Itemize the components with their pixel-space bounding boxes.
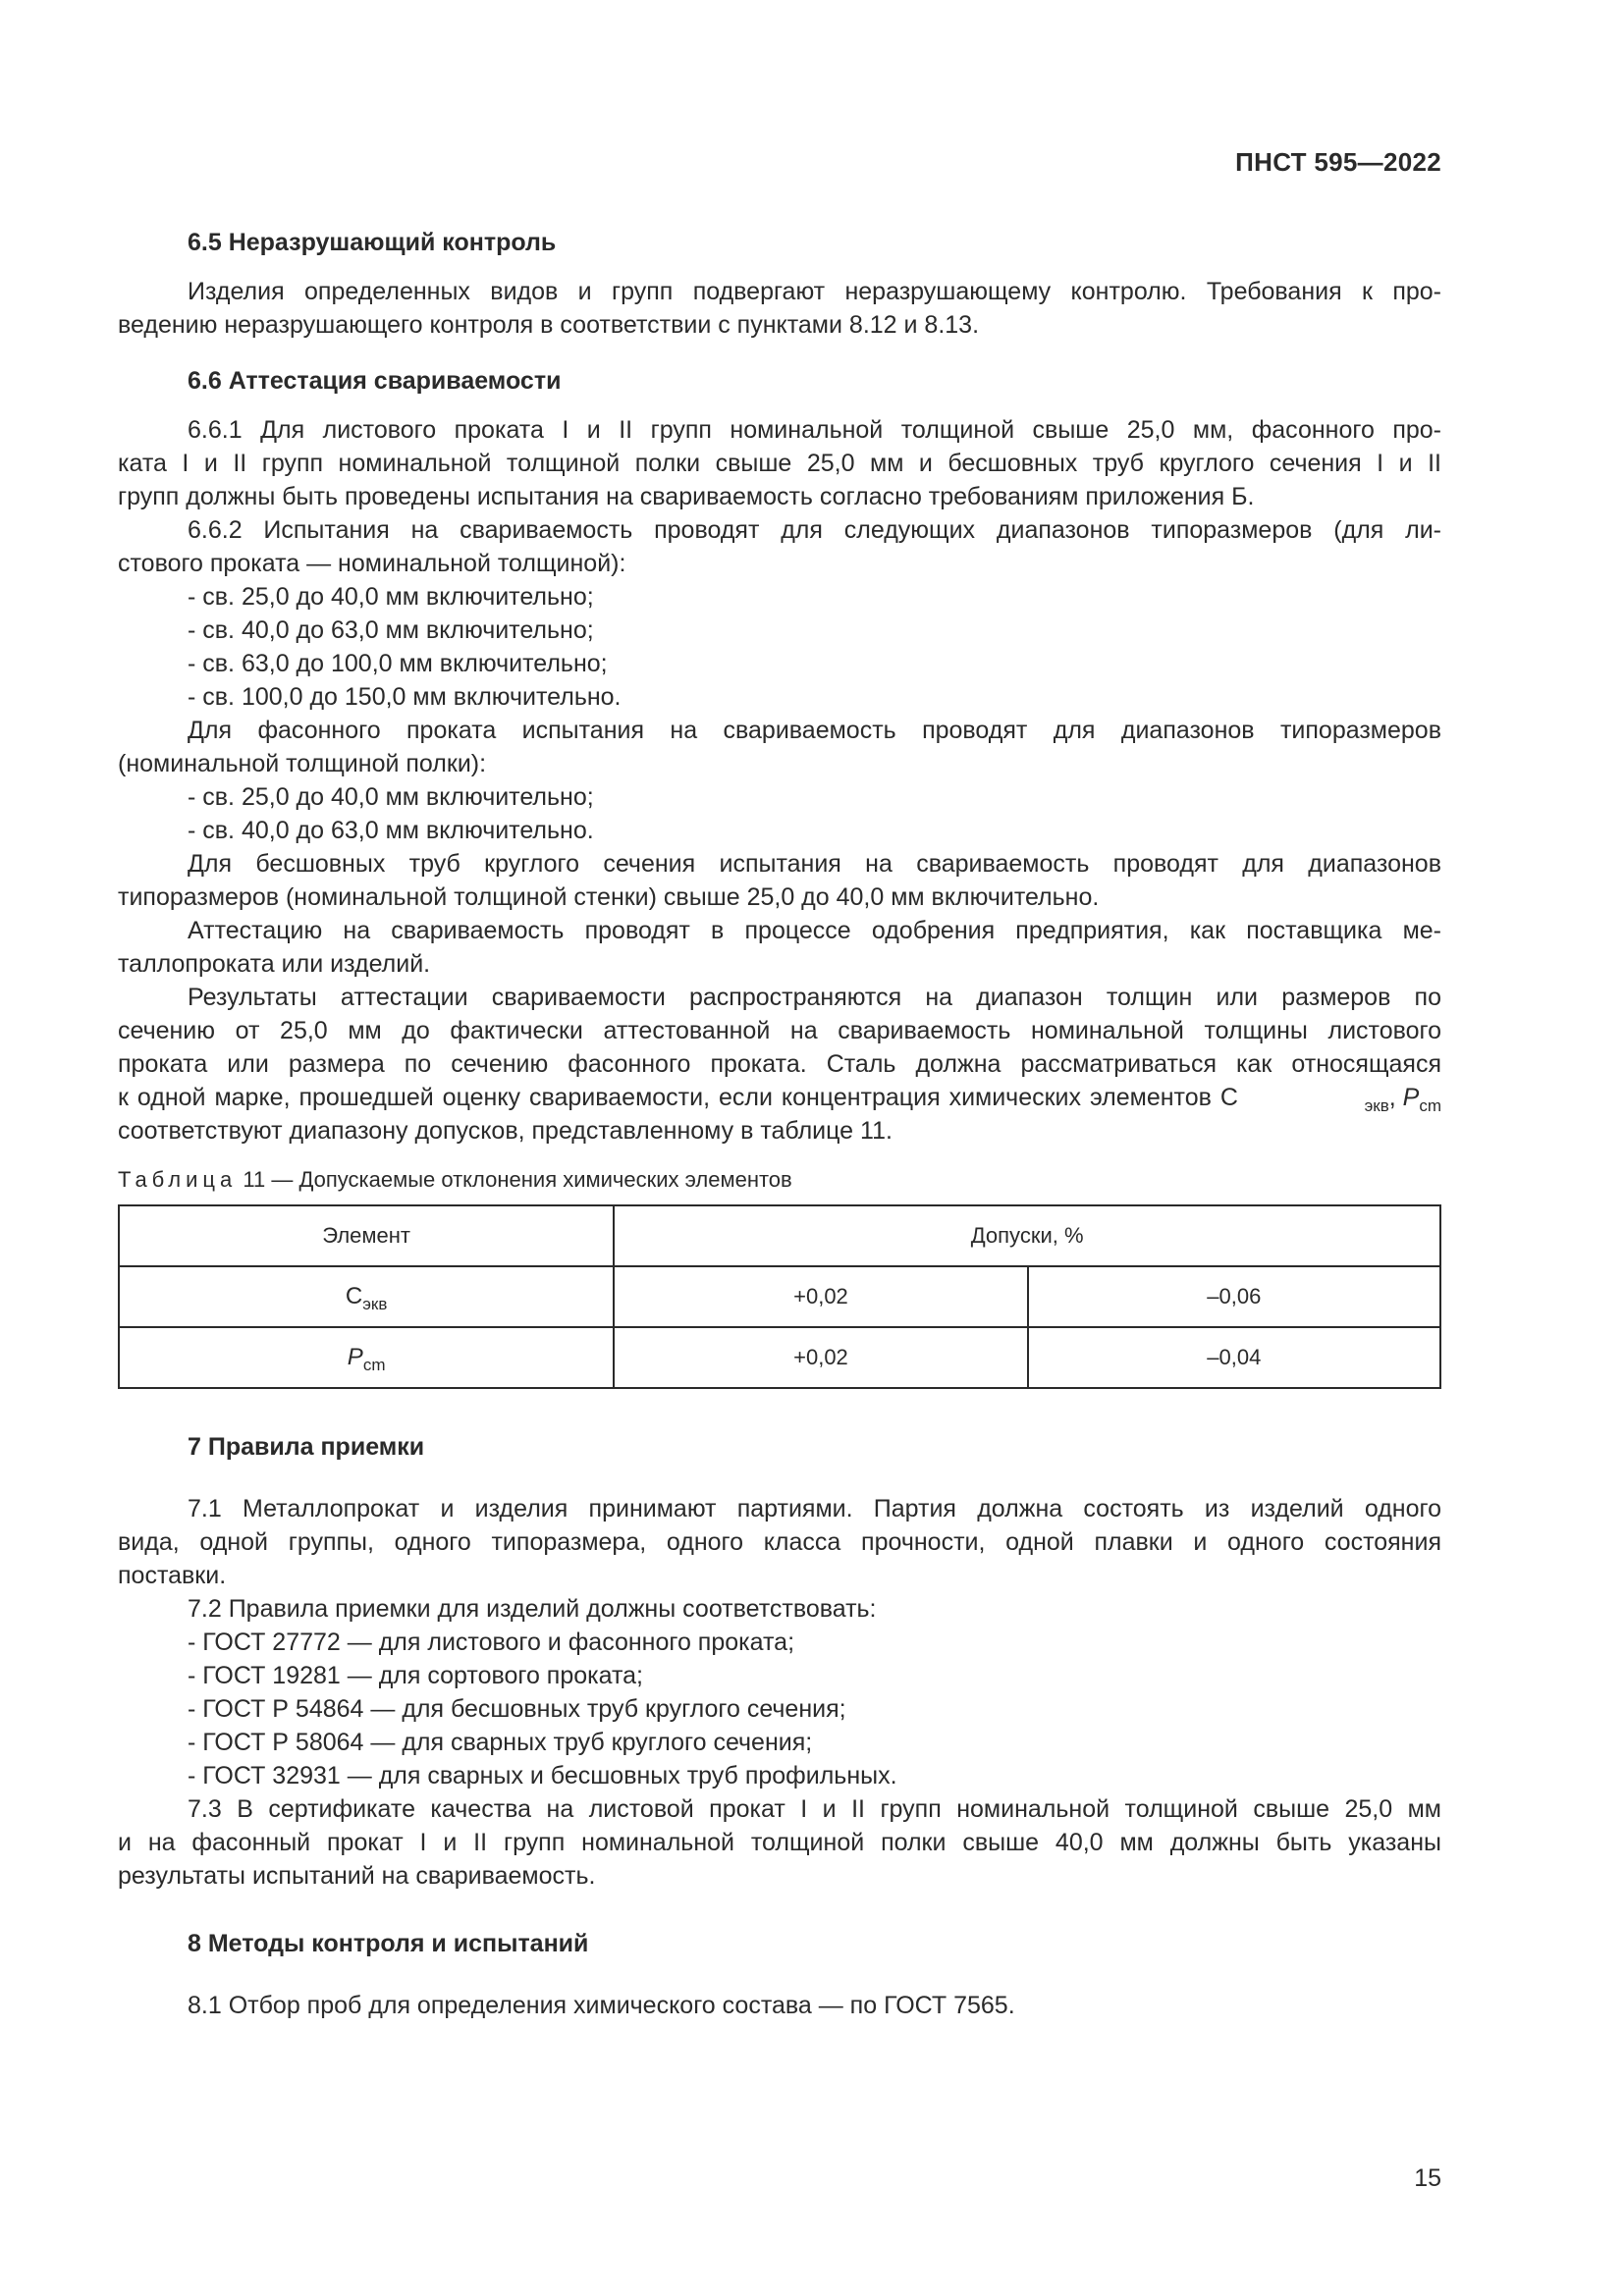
list-item: - св. 25,0 до 40,0 мм включительно; — [188, 583, 594, 611]
results-paragraph-line: сечению от 25,0 мм до фактически аттестованной на свариваемость номинальной толщины листового — [118, 1017, 1441, 1044]
p662-line: стового проката — номинальной толщиной): — [118, 550, 626, 577]
caption-text: 11 — Допускаемые отклонения химических элементов — [237, 1167, 792, 1192]
sub-cm: cm — [1419, 1096, 1441, 1115]
list-item: - св. 40,0 до 63,0 мм включительно; — [188, 616, 594, 644]
list-item: - св. 100,0 до 150,0 мм включительно. — [188, 683, 622, 711]
document-id-header: ПНСТ 595—2022 — [1235, 147, 1441, 177]
attest-paragraph-line: таллопроката или изделий. — [118, 950, 431, 978]
table-header-row — [119, 1205, 1440, 1266]
cell-minus: –0,06 — [1028, 1266, 1440, 1327]
s65-paragraph-line: ведению неразрушающего контроля в соответствии с пунктами 8.12 и 8.13. — [118, 311, 980, 339]
section-6-6-title: 6.6 Аттестация свариваемости — [188, 367, 562, 395]
p71-line: поставки. — [118, 1562, 227, 1589]
cell-plus: +0,02 — [614, 1266, 1027, 1327]
list-item: - ГОСТ Р 58064 — для сварных труб круглого сечения; — [188, 1729, 813, 1756]
shaped-paragraph-line: Для фасонного проката испытания на свариваемость проводят для диапазонов типоразмеров — [188, 717, 1441, 744]
comma: , — [1388, 1084, 1403, 1111]
section-8-title: 8 Методы контроля и испытаний — [188, 1930, 589, 1957]
p662-line: 6.6.2 Испытания на свариваемость проводят для следующих диапазонов типоразмеров (для ли- — [188, 516, 1441, 544]
p72-line: 7.2 Правила приемки для изделий должны соответствовать: — [188, 1595, 877, 1623]
pipes-paragraph-line: Для бесшовных труб круглого сечения испытания на свариваемость проводят для диапазонов — [188, 850, 1441, 878]
s65-paragraph-line: Изделия определенных видов и групп подвергают неразрушающему контролю. Требования к про- — [188, 278, 1441, 305]
tolerance-table — [118, 1204, 1441, 1389]
element-symbols — [1365, 1081, 1441, 1114]
list-item: - ГОСТ 27772 — для листового и фасонного проката; — [188, 1629, 795, 1656]
list-item: - ГОСТ Р 54864 — для бесшовных труб круглого сечения; — [188, 1695, 846, 1723]
cell-element: $P_{cm}$ — [119, 1327, 614, 1388]
list-item: - ГОСТ 19281 — для сортового проката; — [188, 1662, 644, 1689]
shaped-paragraph-line: (номинальной толщиной полки): — [118, 750, 487, 777]
results-paragraph-line — [118, 1081, 1441, 1114]
page-number: 15 — [1414, 2164, 1441, 2192]
section-6-5-title: 6.5 Неразрушающий контроль — [188, 229, 557, 256]
p81-line: 8.1 Отбор проб для определения химического состава — по ГОСТ 7565. — [188, 1992, 1015, 2019]
results-paragraph-line: соответствуют диапазону допусков, представленному в таблице 11. — [118, 1117, 893, 1145]
p71-line: 7.1 Металлопрокат и изделия принимают партиями. Партия должна состоять из изделий одного — [188, 1495, 1441, 1522]
sub-ekv: экв — [1364, 1096, 1389, 1115]
list-item: - ГОСТ 32931 — для сварных и бесшовных труб профильных. — [188, 1762, 897, 1789]
header-element: Элемент — [119, 1205, 614, 1266]
list-item: - св. 25,0 до 40,0 мм включительно; — [188, 783, 594, 811]
cell-element: $С_{экв}$ — [119, 1266, 614, 1327]
p-symbol: P — [1402, 1084, 1420, 1111]
table-row — [119, 1266, 1440, 1327]
section-7-title: 7 Правила приемки — [188, 1433, 425, 1461]
table-caption — [118, 1165, 792, 1195]
attest-paragraph-line: Аттестацию на свариваемость проводят в процессе одобрения предприятия, как поставщика ме- — [188, 917, 1441, 944]
list-item: - св. 40,0 до 63,0 мм включительно. — [188, 817, 594, 844]
p661-line: ката I и II групп номинальной толщиной полки свыше 25,0 мм и бесшовных труб круглого сечения I и II — [118, 450, 1441, 477]
list-item: - св. 63,0 до 100,0 мм включительно; — [188, 650, 608, 677]
p73-line: 7.3 В сертификате качества на листовой прокат I и II групп номинальной толщиной свыше 25,0 мм — [188, 1795, 1441, 1823]
p71-line: вида, одной группы, одного типоразмера, одного класса прочности, одной плавки и одного состояния — [118, 1528, 1441, 1556]
caption-word: Таблица — [118, 1167, 238, 1192]
results-line-main — [118, 1081, 1318, 1114]
cell-plus: +0,02 — [614, 1327, 1027, 1388]
table-row — [119, 1327, 1440, 1388]
p73-line: и на фасонный прокат I и II групп номинальной толщиной полки свыше 40,0 мм должны быть указаны — [118, 1829, 1441, 1856]
results-paragraph-line: Результаты аттестации свариваемости распространяются на диапазон толщин или размеров по — [188, 984, 1441, 1011]
header-tolerances: Допуски, % — [614, 1205, 1440, 1266]
pipes-paragraph-line: типоразмеров (номинальной толщиной стенки) свыше 25,0 до 40,0 мм включительно. — [118, 883, 1100, 911]
p661-line: групп должны быть проведены испытания на свариваемость согласно требованиям приложения Б. — [118, 483, 1255, 510]
p73-line: результаты испытаний на свариваемость. — [118, 1862, 596, 1890]
results-line-text: к одной марке, прошедшей оценку свариваемости, если концентрация химических элементов С — [118, 1084, 1238, 1111]
results-paragraph-line: проката или размера по сечению фасонного проката. Сталь должна рассматриваться как относящаяся — [118, 1050, 1441, 1078]
cell-minus: –0,04 — [1028, 1327, 1440, 1388]
p661-line: 6.6.1 Для листового проката I и II групп номинальной толщиной свыше 25,0 мм, фасонного про- — [188, 416, 1441, 444]
